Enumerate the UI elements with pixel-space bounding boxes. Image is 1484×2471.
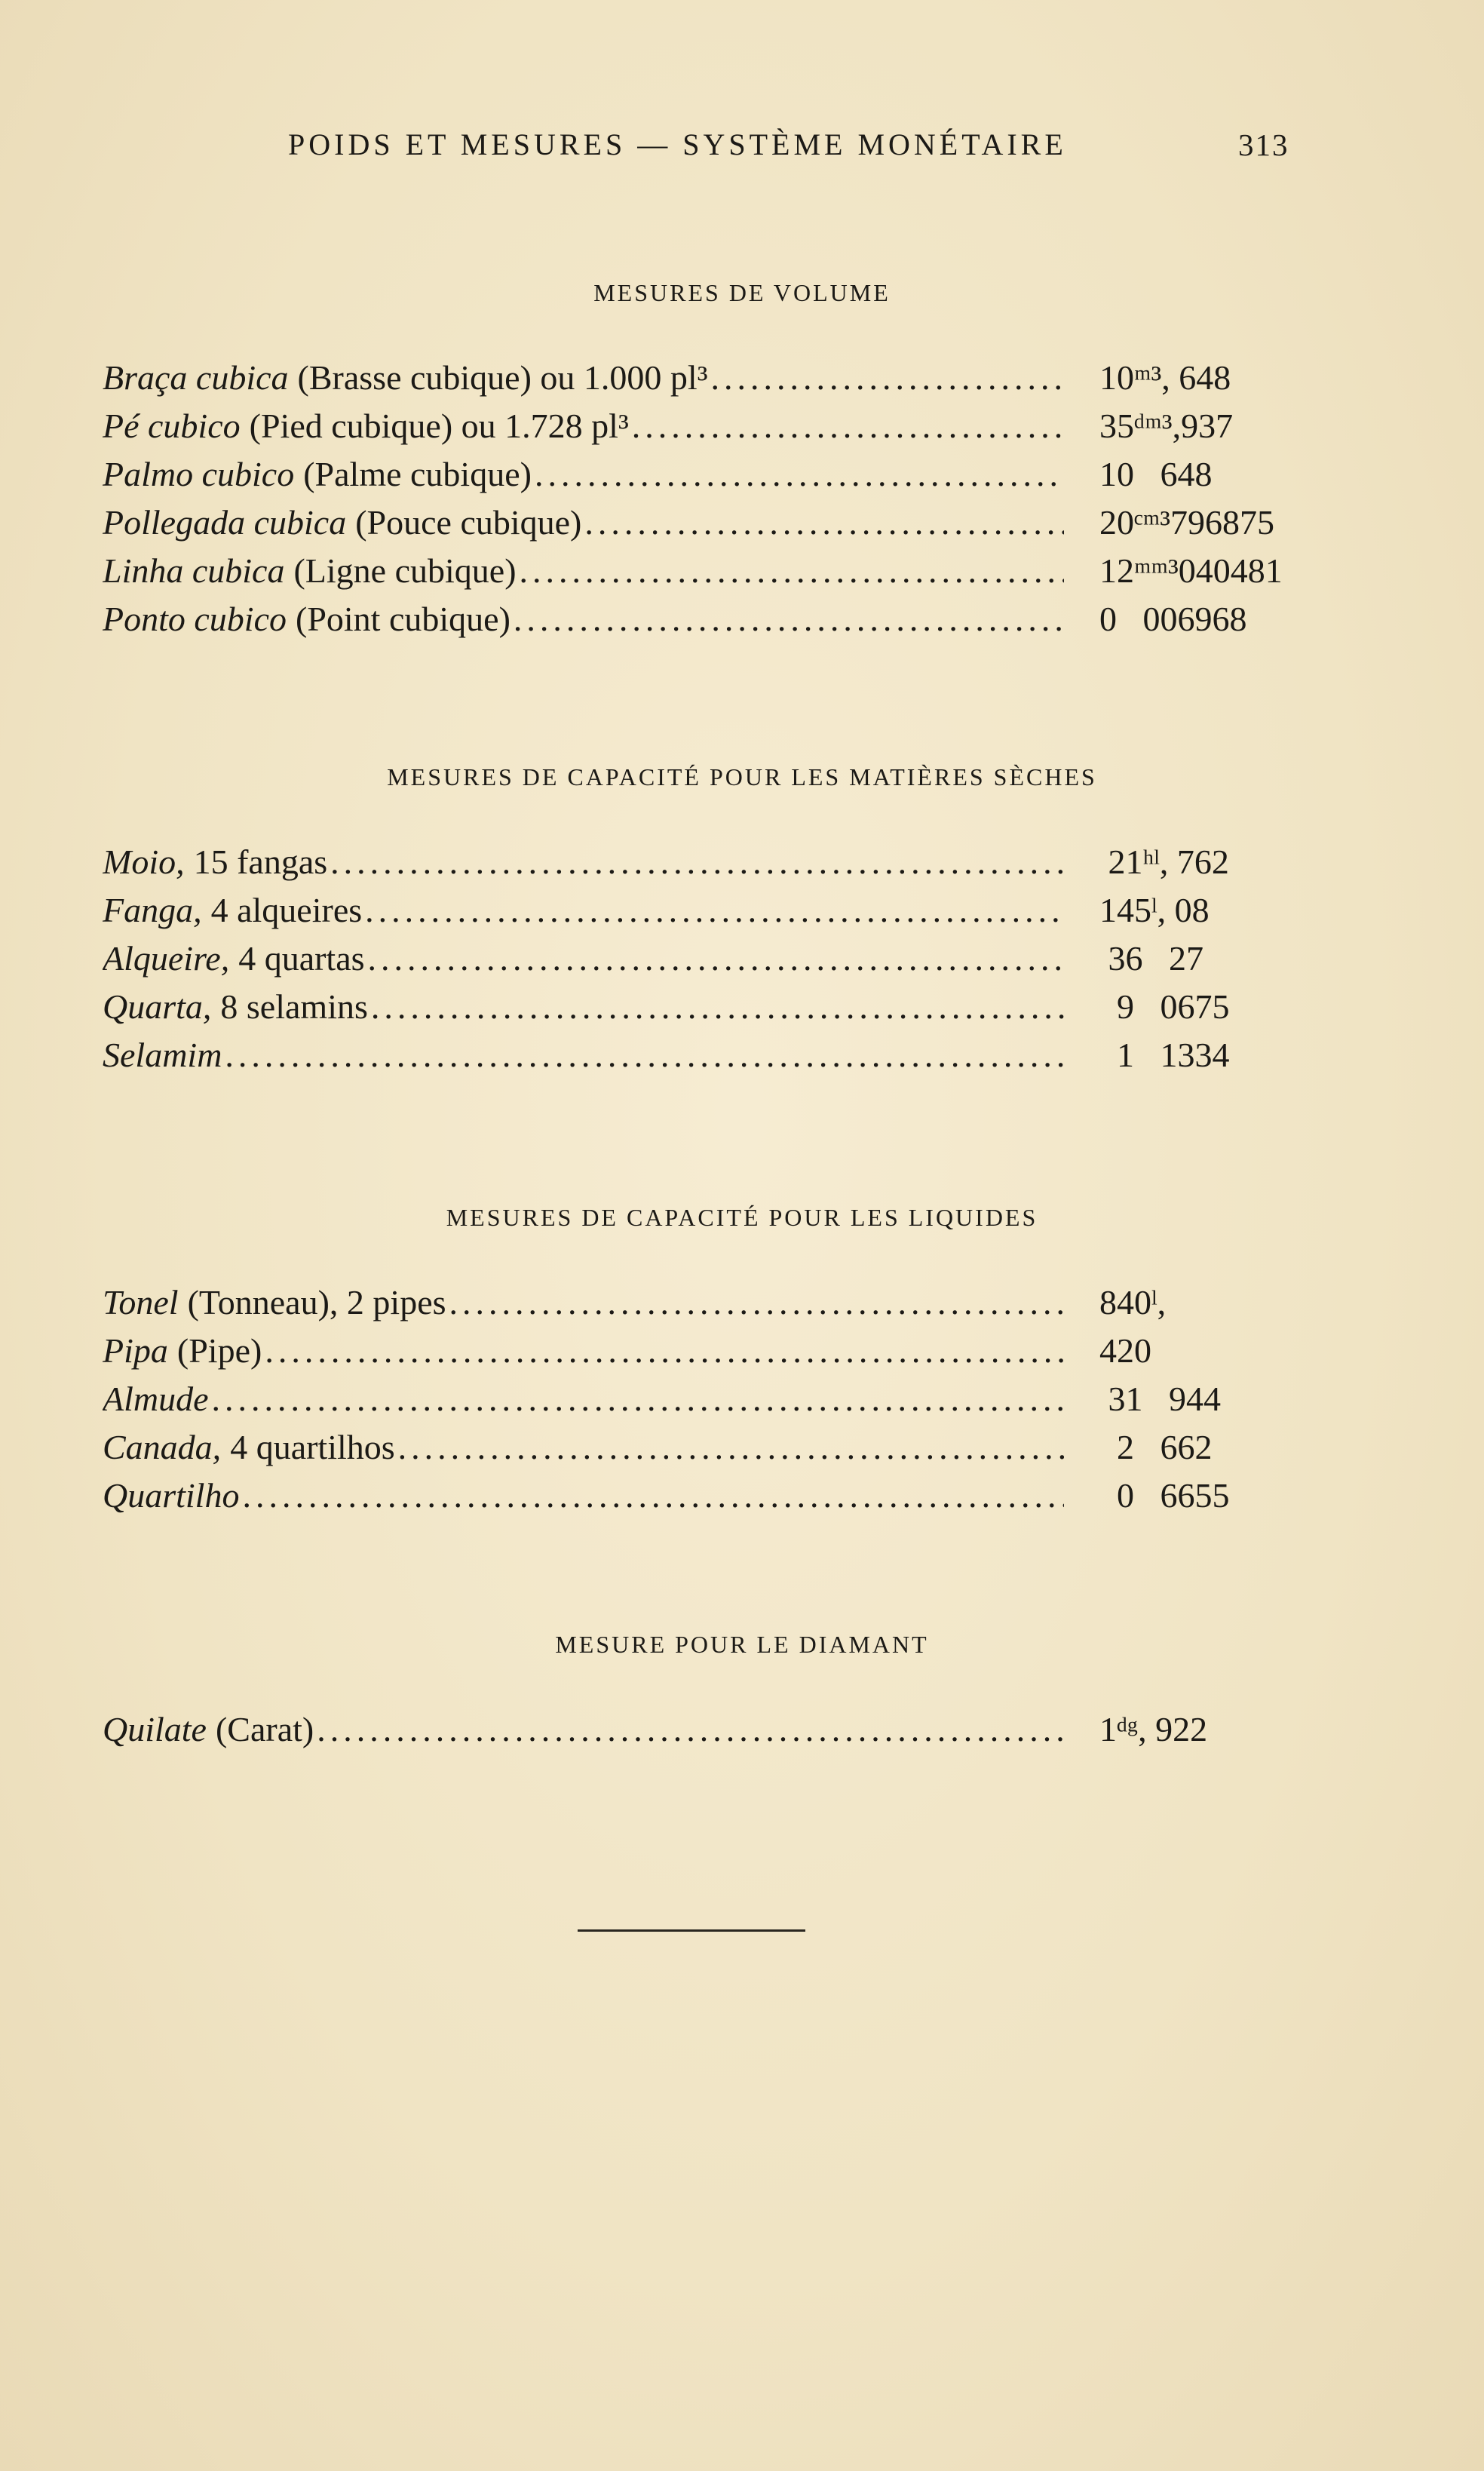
- term: Quartilho: [103, 1476, 240, 1515]
- value: 145ˡ, 08: [1099, 891, 1210, 929]
- table-row: [103, 1427, 1294, 1475]
- section-title-diamond: MESURE POUR LE DIAMANT: [555, 1631, 929, 1658]
- term: Alqueire,: [103, 939, 230, 978]
- value: 20ᶜᵐ³796875: [1099, 503, 1275, 542]
- translation: (Pouce cubique): [355, 503, 582, 542]
- translation: 8 selamins: [220, 987, 368, 1026]
- leader-dots: [222, 1035, 1064, 1075]
- closing-rule: [578, 1929, 805, 1932]
- value: 9 0675: [1099, 987, 1230, 1026]
- leader-dots: [517, 551, 1064, 591]
- translation: (Ligne cubique): [293, 551, 517, 590]
- value: 0 6655: [1099, 1476, 1230, 1515]
- table-row: [103, 1379, 1294, 1427]
- table-row: [103, 502, 1294, 551]
- table-row: [103, 454, 1294, 502]
- translation: (Brasse cubique) ou 1.000 pl³: [297, 358, 708, 397]
- leader-dots: [327, 842, 1064, 882]
- translation: 4 alqueires: [210, 891, 363, 929]
- translation: (Carat): [215, 1710, 314, 1748]
- translation: (Palme cubique): [303, 455, 532, 493]
- term: Pollegada cubica: [103, 503, 347, 542]
- page-number: 313: [1238, 127, 1289, 162]
- value: 0 006968: [1099, 600, 1247, 638]
- table-row: [103, 358, 1294, 406]
- table-row: [103, 938, 1294, 987]
- term: Linha cubica: [103, 551, 285, 590]
- value: 10 648: [1099, 455, 1213, 493]
- term: Braça cubica: [103, 358, 289, 397]
- value: 1 1334: [1099, 1036, 1230, 1074]
- term: Fanga,: [103, 891, 202, 929]
- leader-dots: [629, 406, 1064, 446]
- value: 12ᵐᵐ³040481: [1099, 551, 1283, 590]
- leader-dots: [395, 1427, 1064, 1467]
- leader-dots: [262, 1331, 1064, 1371]
- table-row: [103, 551, 1294, 599]
- value: 31 944: [1099, 1380, 1221, 1418]
- table-row: [103, 406, 1294, 454]
- leader-dots: [511, 599, 1064, 639]
- leader-dots: [368, 987, 1064, 1027]
- value: 2 662: [1099, 1428, 1213, 1466]
- section-title-liquid-capacity: MESURES DE CAPACITÉ POUR LES LIQUIDES: [446, 1204, 1038, 1231]
- leader-dots: [314, 1709, 1064, 1749]
- translation: (Pied cubique) ou 1.728 pl³: [249, 407, 629, 445]
- term: Palmo cubico: [103, 455, 295, 493]
- term: Quarta,: [103, 987, 212, 1026]
- value: 36 27: [1099, 939, 1203, 978]
- leader-dots: [209, 1379, 1064, 1419]
- term: Selamim: [103, 1036, 222, 1074]
- leader-dots: [532, 454, 1064, 494]
- volume-table: [103, 358, 1294, 647]
- term: Canada,: [103, 1428, 222, 1466]
- dry-capacity-table: [103, 842, 1294, 1083]
- translation: 4 quartilhos: [230, 1428, 395, 1466]
- section-title-volume: MESURES DE VOLUME: [593, 279, 891, 306]
- term: Moio,: [103, 843, 185, 881]
- value: 1ᵈᵍ, 922: [1099, 1710, 1208, 1748]
- term: Quilate: [103, 1710, 207, 1748]
- liquid-capacity-table: [103, 1282, 1294, 1524]
- value: 35ᵈᵐ³,937: [1099, 407, 1234, 445]
- translation: (Pipe): [176, 1331, 262, 1370]
- leader-dots: [239, 1475, 1064, 1515]
- term: Pé cubico: [103, 407, 241, 445]
- table-row: [103, 599, 1294, 647]
- table-row: [103, 842, 1294, 890]
- translation: 4 quartas: [238, 939, 365, 978]
- leader-dots: [365, 938, 1064, 978]
- table-row: [103, 987, 1294, 1035]
- section-title-dry-capacity: MESURES DE CAPACITÉ POUR LES MATIÈRES SÈCHES: [387, 763, 1097, 790]
- diamond-table: [103, 1709, 1294, 1757]
- table-row: [103, 1282, 1294, 1331]
- table-row: [103, 1475, 1294, 1524]
- value: 10ᵐ³, 648: [1099, 358, 1231, 397]
- translation: (Point cubique): [296, 600, 511, 638]
- term: Almude: [103, 1380, 209, 1418]
- table-row: [103, 1709, 1294, 1757]
- term: Ponto cubico: [103, 600, 287, 638]
- term: Pipa: [103, 1331, 168, 1370]
- leader-dots: [446, 1282, 1064, 1322]
- leader-dots: [708, 358, 1065, 398]
- value: 420: [1099, 1331, 1151, 1370]
- value: 21ʰˡ, 762: [1099, 843, 1229, 881]
- term: Tonel: [103, 1283, 179, 1321]
- translation: 15 fangas: [193, 843, 328, 881]
- translation: (Tonneau), 2 pipes: [187, 1283, 446, 1321]
- table-row: [103, 1331, 1294, 1379]
- leader-dots: [362, 890, 1064, 930]
- table-row: [103, 890, 1294, 938]
- value: 840ˡ,: [1099, 1283, 1167, 1321]
- table-row: [103, 1035, 1294, 1083]
- running-head: POIDS ET MESURES — SYSTÈME MONÉTAIRE: [288, 127, 1067, 161]
- leader-dots: [581, 502, 1064, 542]
